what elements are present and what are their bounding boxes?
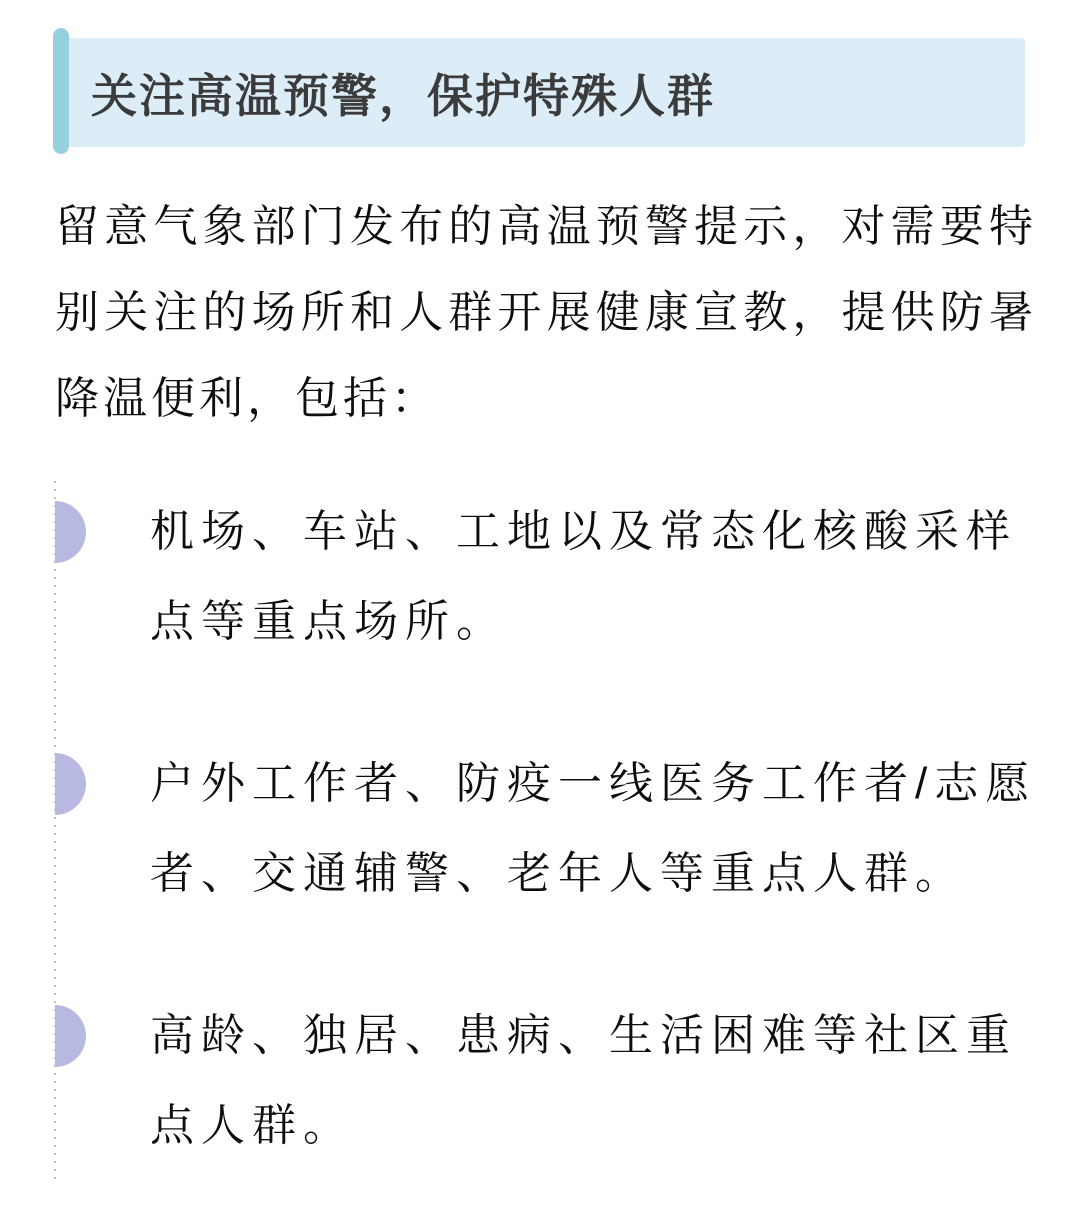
list-item-text: 户外工作者、防疫一线医务工作者/志愿者、交通辅警、老年人等重点人群。 [150, 759, 1037, 898]
half-circle-bullet-icon [55, 501, 86, 563]
header-accent-bar [53, 28, 69, 154]
intro-paragraph: 留意气象部门发布的高温预警提示，对需要特别关注的场所和人群开展健康宣教，提供防暑降温便利，包括： [55, 202, 1037, 423]
bullet-list [55, 487, 1080, 1171]
section-header [53, 38, 1025, 147]
list-item [55, 487, 1050, 667]
list-item-text: 机场、车站、工地以及常态化核酸采样点等重点场所。 [150, 507, 1017, 646]
header-title-box [63, 38, 1025, 147]
half-circle-bullet-icon [55, 753, 86, 815]
half-circle-bullet-icon [55, 1005, 86, 1067]
section-title: 关注高温预警，保护特殊人群 [91, 69, 715, 122]
list-item [55, 739, 1050, 919]
list-item-text: 高龄、独居、患病、生活困难等社区重点人群。 [150, 1011, 1017, 1150]
list-item [55, 991, 1050, 1171]
